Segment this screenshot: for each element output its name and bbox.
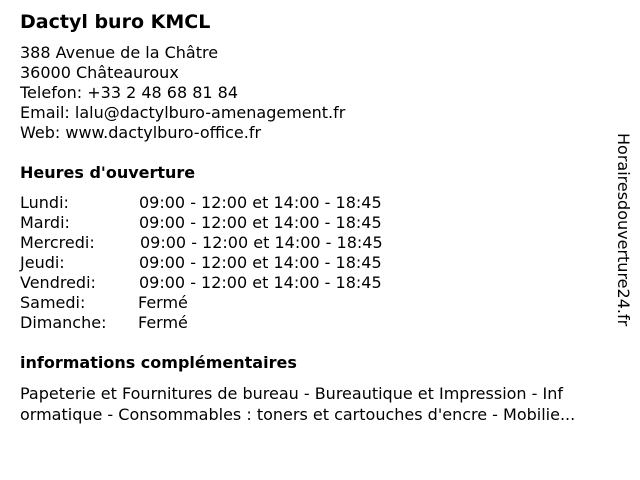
day-label: Mercredi: [20,233,95,252]
business-card [20,10,620,425]
contact-block [20,43,620,143]
hours-row-tuesday [20,213,620,233]
day-label: Mardi: [20,213,70,232]
hours-row-friday [20,273,620,293]
additional-info-title: informations complémentaires [20,353,297,372]
website-link[interactable]: Web: www.dactylburo-office.fr [20,123,262,142]
day-label: Vendredi: [20,273,96,292]
hours-row-wednesday [20,233,620,253]
additional-info-text [20,383,630,425]
site-watermark[interactable]: Horairesdouverture24.fr [614,133,633,327]
additional-info-line-1: Papeterie et Fournitures de bureau - Bureautique et Impression - Inf [20,384,563,403]
time-value: 09:00 - 12:00 et 14:00 - 18:45 [139,253,382,272]
hours-row-monday [20,193,620,213]
additional-info-line-2: ormatique - Consommables : toners et cartouches d'encre - Mobilie... [20,405,576,424]
opening-hours-title: Heures d'ouverture [20,163,196,182]
phone-number[interactable]: Telefon: +33 2 48 68 81 84 [20,83,239,102]
time-value: 09:00 - 12:00 et 14:00 - 18:45 [139,273,382,292]
hours-row-saturday [20,293,620,313]
hours-row-sunday [20,313,620,333]
day-label: Samedi: [20,293,86,312]
hours-row-thursday [20,253,620,273]
time-value: 09:00 - 12:00 et 14:00 - 18:45 [139,193,382,212]
address-city: 36000 Châteauroux [20,63,179,82]
address-street: 388 Avenue de la Châtre [20,43,219,62]
time-value: 09:00 - 12:00 et 14:00 - 18:45 [140,233,383,252]
day-label: Dimanche: [20,313,107,332]
time-value: Fermé [138,313,188,332]
business-name: Dactyl buro KMCL [20,11,211,33]
day-label: Jeudi: [20,253,65,272]
day-label: Lundi: [20,193,69,212]
email-address[interactable]: Email: lalu@dactylburo-amenagement.fr [20,103,346,122]
opening-hours-table [20,193,620,333]
time-value: 09:00 - 12:00 et 14:00 - 18:45 [139,213,382,232]
time-value: Fermé [138,293,188,312]
